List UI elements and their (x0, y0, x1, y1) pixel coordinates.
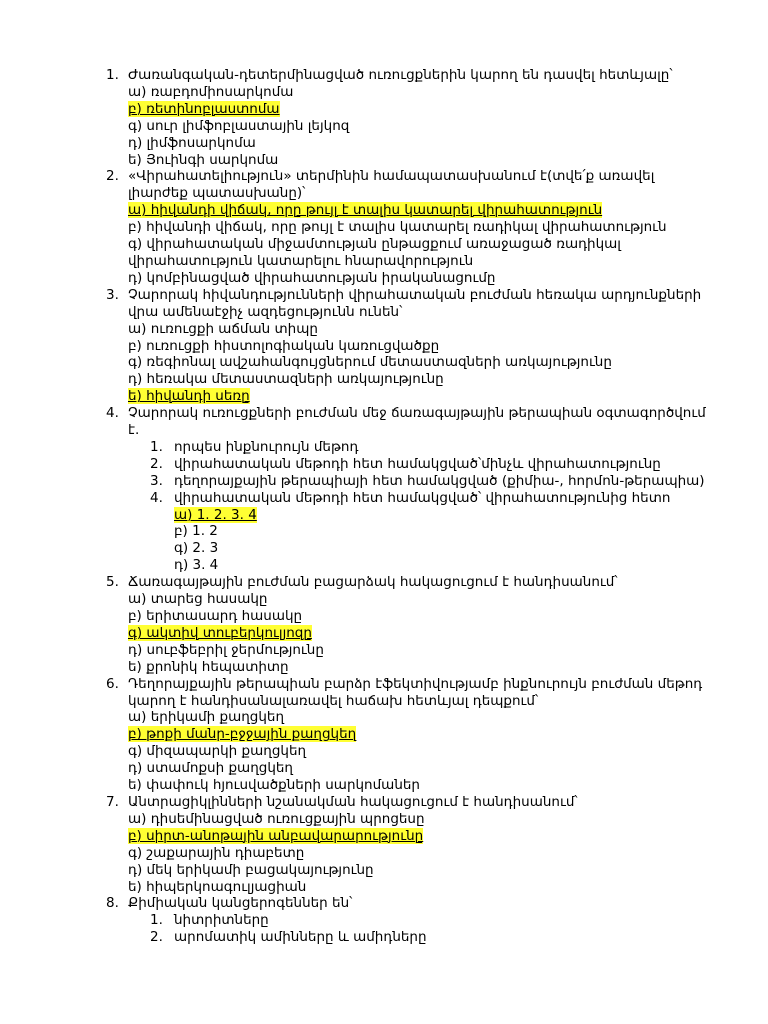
answer-option (128, 828, 706, 845)
question-number: 2. (106, 168, 119, 185)
question-item (106, 287, 706, 405)
answer-option (128, 811, 706, 828)
answer-option (128, 726, 706, 743)
question-text: Քիմիական կանցերոգեններ են՝ (128, 895, 353, 912)
question-text: Ճառագայթային բուժման բացարձակ հակացուցում է հանդիսանում՝ (128, 574, 618, 591)
question-body (128, 794, 706, 895)
sub-item-number: 2. (150, 929, 163, 946)
answer-option-text: գ) միզապարկի քաղցկեղ (128, 743, 307, 760)
answer-option (174, 557, 706, 574)
sub-item-text: արոմատիկ ամինները և ամիդները (174, 929, 427, 946)
answer-option-text: գ) ռեգիոնալ ավշահանգույցներում մետաստազների առկայությունը (128, 354, 612, 371)
question-item (106, 676, 706, 794)
question-text: Չարորակ հիվանդությունների վիրահատական բուժման հեռակա արդյունքների վրա ամենաէջիչ ազդեցությունն ունեն՝ (128, 286, 702, 320)
answer-option (128, 101, 706, 118)
answer-option (128, 135, 706, 152)
question-text: Անտրացիկլինների նշանակման հակացուցում է հանդիսանում՝ (128, 793, 578, 810)
document-body (106, 67, 706, 946)
question-number: 1. (106, 67, 119, 83)
answer-option (128, 84, 706, 101)
answer-option-text: դ) հեռակա մետաստազների առկայությունը (128, 371, 444, 388)
question-number: 4. (106, 405, 119, 422)
answer-option (174, 540, 706, 557)
question-number: 7. (106, 793, 119, 810)
answer-option-text: ե) Յուինգի սարկոմա (128, 151, 279, 168)
sub-item (150, 490, 706, 507)
question-body (128, 574, 706, 675)
question-body (128, 287, 706, 405)
sub-item-number: 1. (150, 912, 163, 929)
answer-option (128, 152, 706, 169)
question-body (128, 895, 706, 912)
question-item (106, 574, 706, 675)
answer-option (128, 202, 706, 219)
answer-option (174, 507, 706, 524)
answer-option (128, 338, 706, 355)
question-text: Ժառանգական-դետերմինացված ուռուցքներին կարող են դասվել հետևյալը՝ (128, 67, 673, 83)
answer-option (128, 777, 706, 794)
answer-option (128, 608, 706, 625)
answer-option-text: ա) երիկամի քաղցկեղ (128, 709, 285, 726)
answer-option (128, 236, 706, 270)
answer-option (128, 642, 706, 659)
answer-option (128, 862, 706, 879)
answer-option-text: ե) քրոնիկ հեպատիտը (128, 658, 289, 675)
answer-option (128, 270, 706, 287)
answer-option-text: բ) հիվանդի վիճակ, որը թույլ է տալիս կատարել ռադիկալ վիրահատություն (128, 219, 667, 236)
sub-item-text: վիրահատական մեթոդի հետ համակցված՝ վիրահատությունից հետո (174, 489, 671, 506)
question-body (128, 405, 706, 439)
answer-option (128, 591, 706, 608)
sub-item-number: 3. (150, 472, 163, 489)
sub-item-text: որպես ինքնուրույն մեթոդ (174, 438, 359, 455)
highlighted-answer: ա) հիվանդի վիճակ, որը թույլ է տալիս կատարել վիրահատություն (128, 202, 603, 219)
question-body (128, 676, 706, 794)
sub-item (150, 473, 706, 490)
question-item (106, 67, 706, 168)
answer-option-text: դ) սուբֆեբրիլ ջերմությունը (128, 641, 324, 658)
answer-option (128, 879, 706, 896)
highlighted-answer: ե) հիվանդի սեռը (128, 388, 250, 405)
answer-option-text: դ) ստամոքսի քաղցկեղ (128, 760, 293, 777)
answer-option-text: ա) դիսեմինացված ուռուցքային պրոցեսը (128, 810, 425, 827)
answer-option-text: ա) ուռուցքի աճման տիպը (128, 320, 318, 337)
sub-item (150, 456, 706, 473)
highlighted-answer: բ) թոքի մանր-բջջային քաղցկեղ (128, 726, 357, 743)
answer-option-text: ե) փափուկ հյուսվածքների սարկոմաներ (128, 777, 420, 794)
highlighted-answer: բ) սիրտ-անոթային անբավարարությունը (128, 827, 424, 844)
question-text: Չարորակ ուռուցքների բուժման մեջ ճառագայթային թերապիան օգտագործվում է. (128, 405, 706, 439)
answer-option-text: ա) տարեց հասակը (128, 591, 268, 608)
answer-option (128, 760, 706, 777)
sub-item-number: 4. (150, 489, 163, 506)
question-body (128, 67, 706, 168)
question-number: 3. (106, 286, 119, 303)
question-body (128, 168, 706, 286)
question-item (106, 405, 706, 439)
answer-option-text: գ) վիրահատական միջամտության ընթացքում առաջացած ռադիկալ վիրահատություն կատարելու հնարավորություն (128, 236, 621, 269)
answer-option-text: գ) շաքարային դիաբետը (128, 844, 305, 861)
answer-option-text: ե) հիպերկոագուլյացիան (128, 878, 307, 895)
sub-item-text: դեղորայքային թերապիայի հետ համակցված (քիմիա-, հորմոն-թերապիա) (174, 472, 705, 489)
answer-option (174, 523, 706, 540)
answer-option-text: դ) կոմբինացված վիրահատության իրականացումը (128, 269, 496, 286)
answer-option (128, 219, 706, 236)
answer-option (128, 371, 706, 388)
question-number: 6. (106, 675, 119, 692)
highlighted-answer: բ) ռետինոբլաստոմա (128, 100, 280, 117)
sub-item-number: 1. (150, 438, 163, 455)
sub-item (150, 929, 706, 946)
question-number: 5. (106, 574, 119, 591)
question-item (106, 794, 706, 895)
highlighted-answer: գ) ակտիվ տուբերկուլյոզը (128, 624, 312, 641)
answer-option-text: դ) մեկ երիկամի բացակայությունը (128, 861, 374, 878)
sub-item (150, 912, 706, 929)
answer-option-text: բ) երիտասարդ հասակը (128, 608, 303, 624)
answer-option (128, 321, 706, 338)
question-item (106, 168, 706, 286)
answer-option (128, 118, 706, 135)
answer-option-text: բ) ուռուցքի հիստոլոգիական կառուցվածքը (128, 337, 440, 354)
answer-option (128, 388, 706, 405)
answer-option-text: գ) 2. 3 (174, 540, 219, 557)
answer-option (128, 354, 706, 371)
answer-option-text: դ) լիմֆոսարկոմա (128, 134, 256, 151)
sub-item-text: նիտրիտները (174, 912, 269, 929)
answer-option-text: գ) սուր լիմֆոբլաստային լեյկոզ (128, 117, 350, 134)
answer-option (128, 743, 706, 760)
answer-option (128, 845, 706, 862)
answer-option (128, 659, 706, 676)
sub-item-number: 2. (150, 455, 163, 472)
sub-item-text: վիրահատական մեթոդի հետ համակցված՝մինչև վիրահատությունը (174, 455, 661, 472)
question-item (106, 895, 706, 912)
highlighted-answer: ա) 1. 2. 3. 4 (174, 506, 257, 523)
answer-option-text: դ) 3. 4 (174, 557, 219, 574)
question-text: «Վիրահատելիություն» տերմինին համապատասխանում է(տվե՛ք առավել լիարժեք պատասխանը)՝ (128, 168, 655, 202)
sub-item (150, 439, 706, 456)
answer-option-text: ա) ռաբդոմիոսարկոմա (128, 83, 294, 100)
question-number: 8. (106, 895, 119, 912)
answer-option-text: բ) 1. 2 (174, 523, 218, 540)
question-text: Դեղորայքային թերապիան բարձր էֆեկտիվությամբ ինքնուրույն բուժման մեթոդ կարող է հանդիսանալառավել հաճախ հետևյալ դեպքում՝ (128, 675, 703, 709)
answer-option (128, 709, 706, 726)
answer-option (128, 625, 706, 642)
